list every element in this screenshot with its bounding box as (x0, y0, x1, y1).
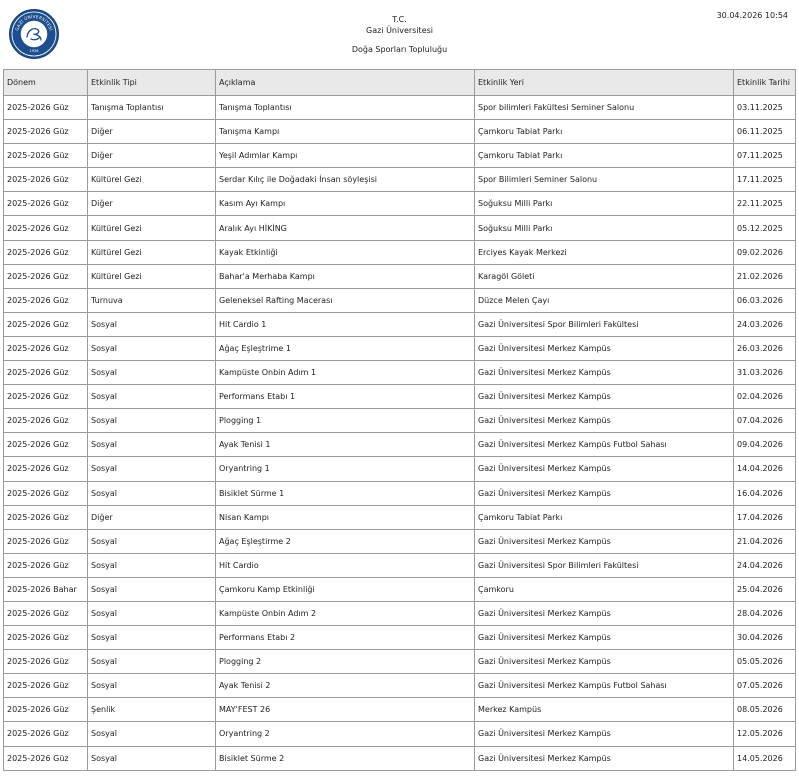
cell-aciklama: Çamkoru Kamp Etkinliği (216, 577, 475, 601)
cell-etkinlik-yeri: Gazi Üniversitesi Merkez Kampüs (475, 385, 734, 409)
table-row (4, 264, 796, 288)
page-title: Doğa Sporları Topluluğu (351, 45, 448, 54)
cell-donem: 2025-2026 Güz (4, 722, 88, 746)
cell-etkinlik-tarihi: 28.04.2026 (734, 601, 796, 625)
cell-etkinlik-tipi: Sosyal (88, 409, 216, 433)
cell-aciklama: Kasım Ayı Kampı (216, 192, 475, 216)
cell-etkinlik-tarihi: 06.03.2026 (734, 288, 796, 312)
cell-etkinlik-tipi: Kültürel Gezi (88, 216, 216, 240)
cell-aciklama: Ağaç Eşleştrime 1 (216, 336, 475, 360)
cell-etkinlik-tarihi: 24.03.2026 (734, 312, 796, 336)
table-row (4, 505, 796, 529)
cell-etkinlik-yeri: Erciyes Kayak Merkezi (475, 240, 734, 264)
cell-etkinlik-yeri: Soğuksu Milli Parkı (475, 216, 734, 240)
cell-etkinlik-tipi: Diğer (88, 505, 216, 529)
cell-etkinlik-tarihi: 17.11.2025 (734, 168, 796, 192)
table-row (4, 168, 796, 192)
table-row (4, 674, 796, 698)
cell-aciklama: Hit Cardio 1 (216, 312, 475, 336)
cell-etkinlik-yeri: Gazi Üniversitesi Merkez Kampüs (475, 481, 734, 505)
cell-etkinlik-tipi: Sosyal (88, 601, 216, 625)
cell-aciklama: Performans Etabı 2 (216, 626, 475, 650)
table-row (4, 120, 796, 144)
cell-etkinlik-tipi: Tanışma Toplantısı (88, 96, 216, 120)
cell-etkinlik-tipi: Sosyal (88, 336, 216, 360)
cell-aciklama: Ayak Tenisi 2 (216, 674, 475, 698)
cell-etkinlik-yeri: Karagöl Göleti (475, 264, 734, 288)
cell-etkinlik-tarihi: 14.04.2026 (734, 457, 796, 481)
cell-etkinlik-tipi: Sosyal (88, 650, 216, 674)
table-row (4, 650, 796, 674)
cell-etkinlik-tipi: Sosyal (88, 529, 216, 553)
cell-etkinlik-tarihi: 30.04.2026 (734, 626, 796, 650)
cell-donem: 2025-2026 Güz (4, 385, 88, 409)
table-row (4, 216, 796, 240)
cell-etkinlik-tipi: Kültürel Gezi (88, 168, 216, 192)
cell-donem: 2025-2026 Güz (4, 120, 88, 144)
cell-aciklama: Aralık Ayı HİKİNG (216, 216, 475, 240)
cell-etkinlik-yeri: Gazi Üniversitesi Spor Bilimleri Fakültesi (475, 553, 734, 577)
table-row (4, 698, 796, 722)
cell-etkinlik-tarihi: 09.04.2026 (734, 433, 796, 457)
table-row (4, 481, 796, 505)
header-line-tc: T.C. (392, 15, 407, 24)
table-row (4, 553, 796, 577)
cell-etkinlik-tipi: Sosyal (88, 361, 216, 385)
cell-aciklama: Bisiklet Sürme 1 (216, 481, 475, 505)
cell-etkinlik-tipi: Diğer (88, 120, 216, 144)
cell-etkinlik-tarihi: 07.04.2026 (734, 409, 796, 433)
cell-etkinlik-tarihi: 05.12.2025 (734, 216, 796, 240)
cell-aciklama: Plogging 1 (216, 409, 475, 433)
cell-aciklama: Tanışma Kampı (216, 120, 475, 144)
cell-etkinlik-tipi: Sosyal (88, 457, 216, 481)
table-row (4, 288, 796, 312)
cell-etkinlik-tipi: Sosyal (88, 385, 216, 409)
cell-etkinlik-tarihi: 22.11.2025 (734, 192, 796, 216)
cell-donem: 2025-2026 Güz (4, 505, 88, 529)
cell-etkinlik-yeri: Gazi Üniversitesi Merkez Kampüs (475, 336, 734, 360)
cell-aciklama: Plogging 2 (216, 650, 475, 674)
cell-etkinlik-tipi: Diğer (88, 192, 216, 216)
table-row (4, 385, 796, 409)
cell-aciklama: Kampüste Onbin Adım 2 (216, 601, 475, 625)
cell-etkinlik-tarihi: 25.04.2026 (734, 577, 796, 601)
cell-aciklama: Bahar'a Merhaba Kampı (216, 264, 475, 288)
cell-donem: 2025-2026 Güz (4, 553, 88, 577)
cell-etkinlik-yeri: Gazi Üniversitesi Merkez Kampüs (475, 409, 734, 433)
cell-etkinlik-yeri: Spor Bilimleri Seminer Salonu (475, 168, 734, 192)
cell-aciklama: Ağaç Eşleştirme 2 (216, 529, 475, 553)
table-row (4, 746, 796, 770)
cell-aciklama: Hit Cardio (216, 553, 475, 577)
cell-etkinlik-tarihi: 31.03.2026 (734, 361, 796, 385)
cell-etkinlik-tipi: Sosyal (88, 746, 216, 770)
cell-aciklama: Kayak Etkinliği (216, 240, 475, 264)
column-header-etkinlik-tarihi: Etkinlik Tarihi (734, 70, 796, 96)
cell-etkinlik-tipi: Şenlik (88, 698, 216, 722)
cell-etkinlik-yeri: Spor bilimleri Fakültesi Seminer Salonu (475, 96, 734, 120)
cell-donem: 2025-2026 Güz (4, 601, 88, 625)
cell-donem: 2025-2026 Güz (4, 240, 88, 264)
print-timestamp: 30.04.2026 10:54 (716, 11, 788, 20)
table-row (4, 144, 796, 168)
cell-donem: 2025-2026 Güz (4, 409, 88, 433)
table-row (4, 529, 796, 553)
column-header-donem: Dönem (4, 70, 88, 96)
cell-etkinlik-tarihi: 08.05.2026 (734, 698, 796, 722)
cell-etkinlik-yeri: Gazi Üniversitesi Merkez Kampüs (475, 457, 734, 481)
cell-etkinlik-yeri: Gazi Üniversitesi Merkez Kampüs (475, 601, 734, 625)
cell-etkinlik-tarihi: 24.04.2026 (734, 553, 796, 577)
cell-etkinlik-tipi: Sosyal (88, 553, 216, 577)
cell-etkinlik-tarihi: 07.11.2025 (734, 144, 796, 168)
cell-etkinlik-tarihi: 17.04.2026 (734, 505, 796, 529)
table-row (4, 577, 796, 601)
table-row (4, 192, 796, 216)
page-header (0, 14, 799, 55)
cell-etkinlik-tarihi: 26.03.2026 (734, 336, 796, 360)
cell-aciklama: Bisiklet Sürme 2 (216, 746, 475, 770)
cell-donem: 2025-2026 Güz (4, 96, 88, 120)
cell-donem: 2025-2026 Güz (4, 674, 88, 698)
table-row (4, 457, 796, 481)
cell-aciklama: Oryantring 1 (216, 457, 475, 481)
cell-aciklama: Yeşil Adımlar Kampı (216, 144, 475, 168)
cell-donem: 2025-2026 Güz (4, 650, 88, 674)
cell-donem: 2025-2026 Güz (4, 216, 88, 240)
table-row (4, 312, 796, 336)
cell-etkinlik-yeri: Gazi Üniversitesi Merkez Kampüs (475, 722, 734, 746)
cell-etkinlik-tarihi: 06.11.2025 (734, 120, 796, 144)
table-row (4, 361, 796, 385)
cell-etkinlik-yeri: Çamkoru Tabiat Parkı (475, 505, 734, 529)
cell-etkinlik-tarihi: 02.04.2026 (734, 385, 796, 409)
cell-etkinlik-yeri: Gazi Üniversitesi Merkez Kampüs Futbol Sahası (475, 674, 734, 698)
cell-aciklama: Serdar Kılıç ile Doğadaki İnsan söyleşisi (216, 168, 475, 192)
table-row (4, 722, 796, 746)
cell-etkinlik-tarihi: 14.05.2026 (734, 746, 796, 770)
cell-etkinlik-tipi: Sosyal (88, 312, 216, 336)
activities-table (3, 69, 796, 771)
cell-etkinlik-yeri: Soğuksu Milli Parkı (475, 192, 734, 216)
cell-donem: 2025-2026 Güz (4, 168, 88, 192)
cell-donem: 2025-2026 Güz (4, 288, 88, 312)
cell-etkinlik-tipi: Diğer (88, 144, 216, 168)
column-header-aciklama: Açıklama (216, 70, 475, 96)
logo-arc-text: GAZİ ÜNİVERSİTESİ (14, 13, 54, 32)
cell-donem: 2025-2026 Güz (4, 433, 88, 457)
table-row (4, 240, 796, 264)
cell-etkinlik-yeri: Çamkoru Tabiat Parkı (475, 144, 734, 168)
cell-aciklama: Kampüste Onbin Adım 1 (216, 361, 475, 385)
cell-etkinlik-yeri: Gazi Üniversitesi Spor Bilimleri Fakültesi (475, 312, 734, 336)
cell-donem: 2025-2026 Güz (4, 626, 88, 650)
table-row (4, 96, 796, 120)
cell-etkinlik-tarihi: 05.05.2026 (734, 650, 796, 674)
table-row (4, 336, 796, 360)
cell-etkinlik-tarihi: 07.05.2026 (734, 674, 796, 698)
cell-etkinlik-tipi: Kültürel Gezi (88, 240, 216, 264)
cell-donem: 2025-2026 Bahar (4, 577, 88, 601)
cell-donem: 2025-2026 Güz (4, 746, 88, 770)
header-university-name: Gazi Üniversitesi (366, 26, 433, 35)
cell-etkinlik-tarihi: 21.04.2026 (734, 529, 796, 553)
cell-etkinlik-tipi: Sosyal (88, 433, 216, 457)
table-header-row (4, 70, 796, 96)
cell-etkinlik-yeri: Gazi Üniversitesi Merkez Kampüs (475, 746, 734, 770)
cell-donem: 2025-2026 Güz (4, 336, 88, 360)
cell-donem: 2025-2026 Güz (4, 529, 88, 553)
cell-aciklama: Ayak Tenisi 1 (216, 433, 475, 457)
cell-etkinlik-yeri: Düzce Melen Çayı (475, 288, 734, 312)
cell-donem: 2025-2026 Güz (4, 192, 88, 216)
cell-aciklama: Nisan Kampı (216, 505, 475, 529)
cell-donem: 2025-2026 Güz (4, 457, 88, 481)
cell-donem: 2025-2026 Güz (4, 312, 88, 336)
cell-etkinlik-tipi: Sosyal (88, 481, 216, 505)
table-row (4, 601, 796, 625)
cell-etkinlik-yeri: Gazi Üniversitesi Merkez Kampüs (475, 650, 734, 674)
cell-etkinlik-tarihi: 09.02.2026 (734, 240, 796, 264)
cell-donem: 2025-2026 Güz (4, 361, 88, 385)
table-row (4, 626, 796, 650)
cell-aciklama: Geleneksel Rafting Macerası (216, 288, 475, 312)
cell-etkinlik-tarihi: 21.02.2026 (734, 264, 796, 288)
cell-etkinlik-tipi: Sosyal (88, 722, 216, 746)
column-header-etkinlik-tipi: Etkinlik Tipi (88, 70, 216, 96)
table-row (4, 433, 796, 457)
cell-etkinlik-tipi: Sosyal (88, 674, 216, 698)
cell-etkinlik-yeri: Gazi Üniversitesi Merkez Kampüs (475, 361, 734, 385)
cell-aciklama: Performans Etabı 1 (216, 385, 475, 409)
cell-donem: 2025-2026 Güz (4, 144, 88, 168)
cell-etkinlik-tarihi: 03.11.2025 (734, 96, 796, 120)
cell-etkinlik-yeri: Gazi Üniversitesi Merkez Kampüs (475, 529, 734, 553)
cell-etkinlik-tipi: Sosyal (88, 626, 216, 650)
cell-etkinlik-yeri: Merkez Kampüs (475, 698, 734, 722)
logo-year: 1926 (29, 49, 39, 53)
cell-etkinlik-yeri: Çamkoru Tabiat Parkı (475, 120, 734, 144)
cell-etkinlik-yeri: Çamkoru (475, 577, 734, 601)
cell-etkinlik-tarihi: 12.05.2026 (734, 722, 796, 746)
column-header-etkinlik-yeri: Etkinlik Yeri (475, 70, 734, 96)
cell-etkinlik-tarihi: 16.04.2026 (734, 481, 796, 505)
cell-etkinlik-tipi: Sosyal (88, 577, 216, 601)
cell-aciklama: MAY'FEST 26 (216, 698, 475, 722)
cell-etkinlik-yeri: Gazi Üniversitesi Merkez Kampüs (475, 626, 734, 650)
cell-etkinlik-yeri: Gazi Üniversitesi Merkez Kampüs Futbol Sahası (475, 433, 734, 457)
cell-etkinlik-tipi: Kültürel Gezi (88, 264, 216, 288)
cell-aciklama: Oryantring 2 (216, 722, 475, 746)
cell-aciklama: Tanışma Toplantısı (216, 96, 475, 120)
cell-donem: 2025-2026 Güz (4, 698, 88, 722)
cell-etkinlik-tipi: Turnuva (88, 288, 216, 312)
cell-donem: 2025-2026 Güz (4, 481, 88, 505)
cell-donem: 2025-2026 Güz (4, 264, 88, 288)
table-row (4, 409, 796, 433)
